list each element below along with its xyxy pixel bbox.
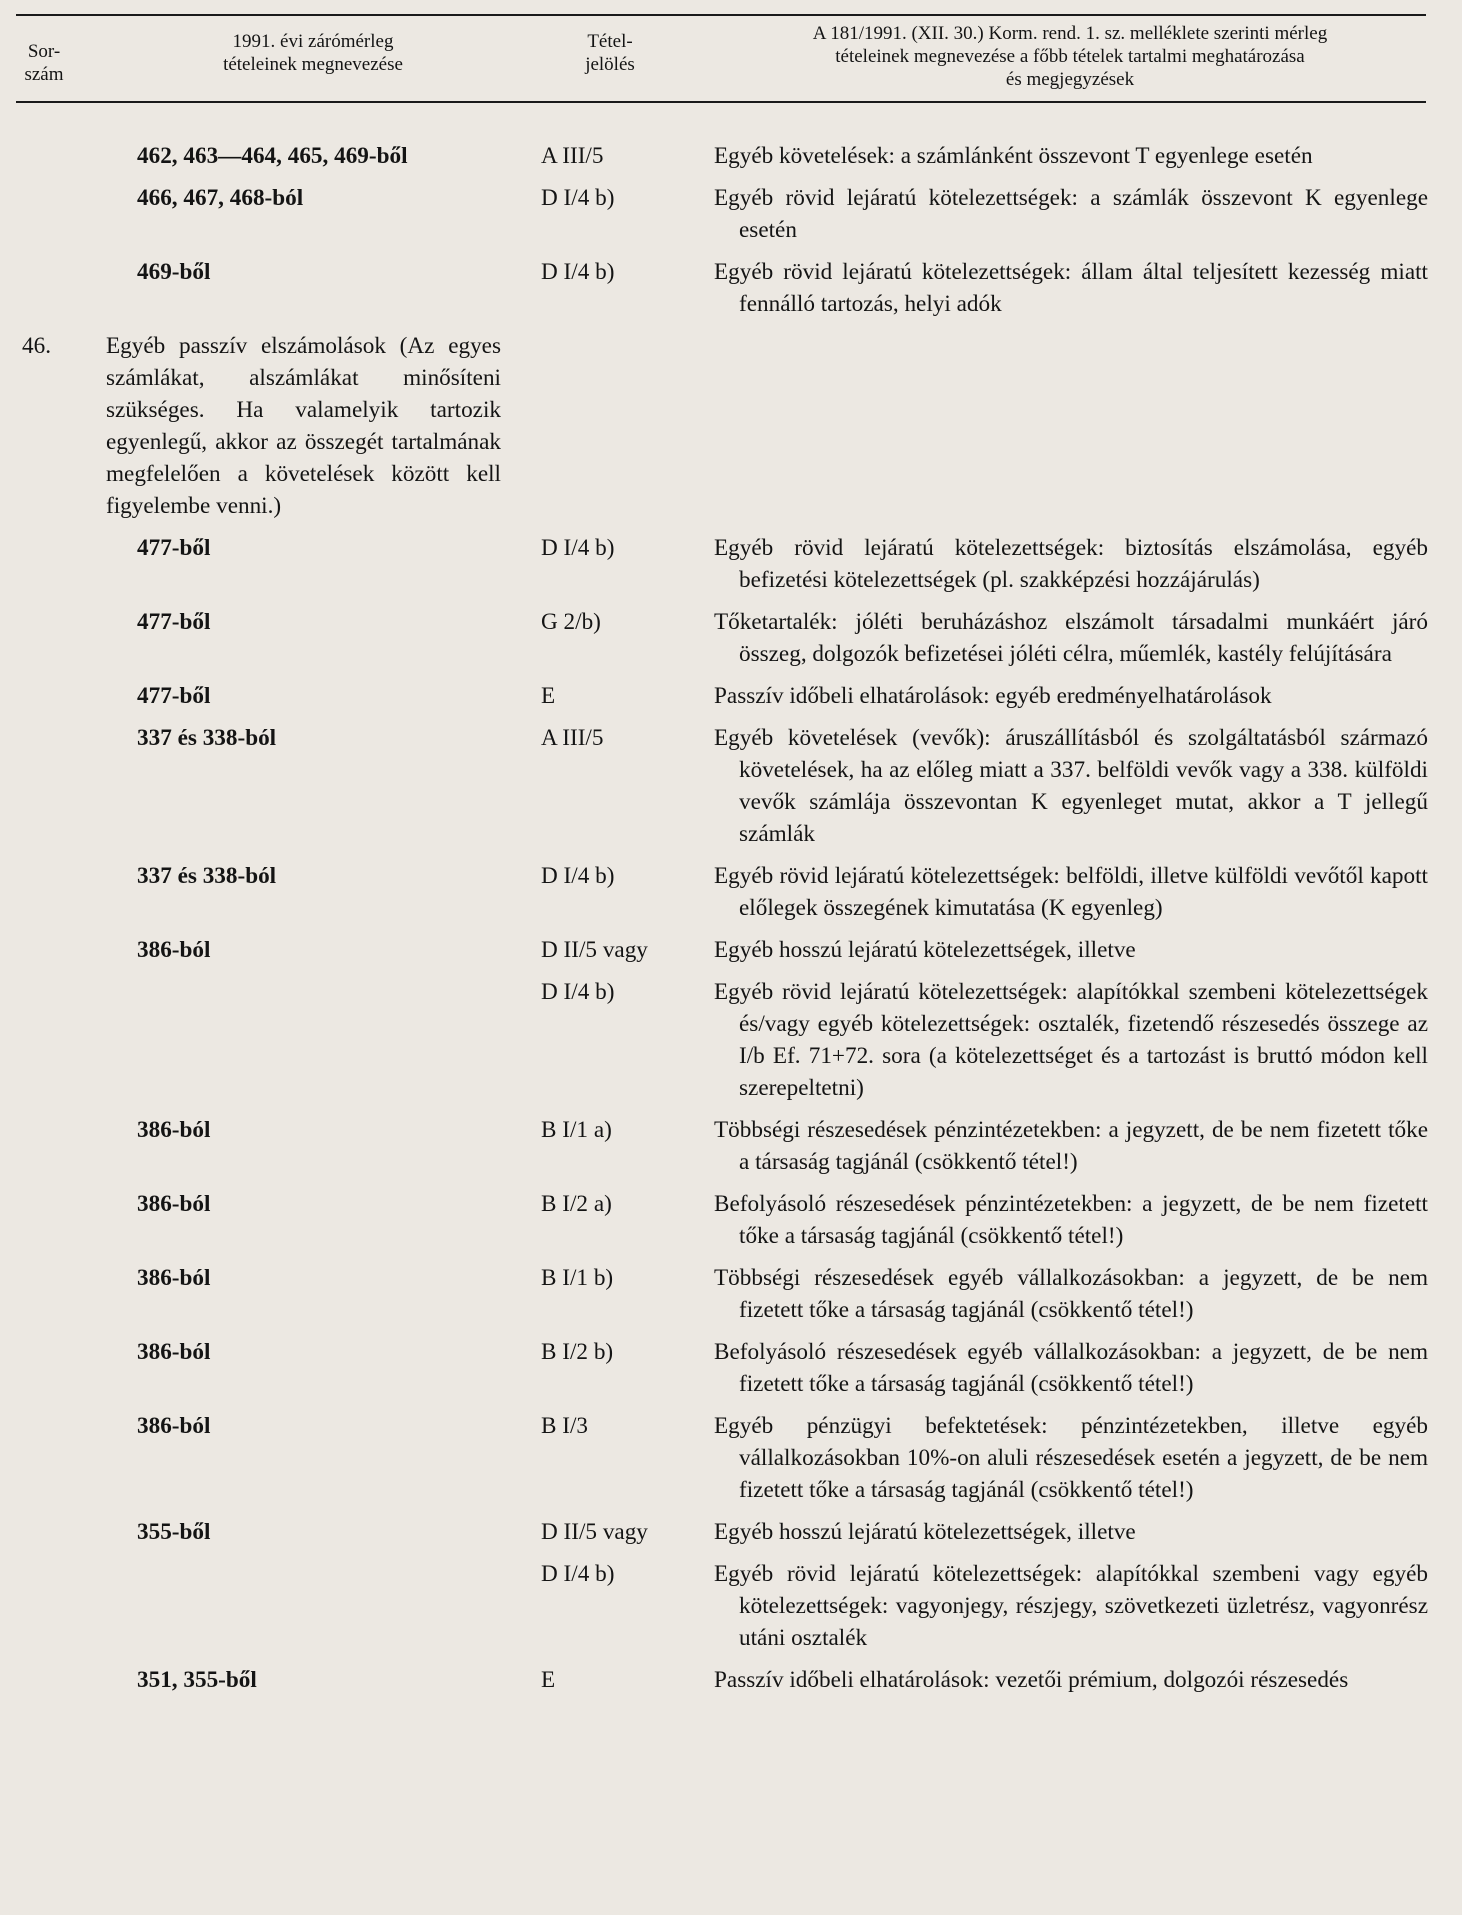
table-row [0,934,1462,966]
table-row [0,1262,1462,1326]
row-code: G 2/b) [541,609,601,635]
table-row [0,140,1462,172]
row-code: D I/4 b) [541,1561,615,1587]
row-reference: 477-ből [137,535,211,561]
table-row [0,976,1462,1104]
row-code: B I/1 b) [541,1265,614,1291]
row-description: Egyéb rövid lejáratú kötelezettségek: állam által teljesített kezesség miatt fennálló tartozás, helyi adók [714,259,1428,317]
row-code: A III/5 [541,725,604,751]
row-code: E [541,683,556,709]
row-description: Egyéb rövid lejáratú kötelezettségek: alapítókkal szembeni kötelezettségek és/vagy egyéb kötelezettségek: osztalék, fizetendő részesedés összege az I/b Ef. 71+72. sora (a kötelezettséget és a tartozást is bruttó módon kell szerepeltetni) [714,979,1428,1101]
row-reference: 386-ból [137,1265,211,1291]
table-row [0,256,1462,320]
row-description: Passzív időbeli elhatárolások: egyéb eredményelhatárolások [714,683,1272,709]
table-row [0,182,1462,246]
row-reference: 462, 463—464, 465, 469-ből [137,143,408,169]
table-row [0,860,1462,924]
row-code: D I/4 b) [541,863,615,889]
row-description: Egyéb rövid lejáratú kötelezettségek: biztosítás elszámolása, egyéb befizetési kötelezettségek (pl. szakképzési hozzájárulás) [714,535,1428,593]
row-description: Egyéb követelések (vevők): áruszállításból és szolgáltatásból származó követelések, ha az előleg miatt a 337. belföldi vevők vagy a 338. külföldi vevők számlája összevontan K egyenleget mutat, akkor a T jellegű számlák [714,725,1428,847]
row-code: D I/4 b) [541,185,615,211]
table-row [0,606,1462,670]
row-description: Tőketartalék: jóléti beruházáshoz elszámolt társadalmi munkáért járó összeg, dolgozók befizetései jóléti célra, műemlék, kastély felújítására [714,609,1428,667]
row-description: Egyéb követelések: a számlánként összevont T egyenlege esetén [714,143,1313,169]
row-description: Egyéb pénzügyi befektetések: pénzintézetekben, illetve egyéb vállalkozásokban 10%-on aluli részesedések esetén a jegyzett, de be nem fizetett tőke a társaság tagjánál (csökkentő tétel!) [714,1413,1428,1503]
row-description: Befolyásoló részesedések pénzintézetekben: a jegyzett, de be nem fizetett tőke a társaság tagjánál (csökkentő tétel!) [714,1191,1428,1249]
header-col-sorszam: Sor- szám [24,41,64,85]
section-title: Egyéb passzív elszámolások (Az egyes számlákat, alszámlákat minősíteni szükséges. Ha valamelyik tartozik egyenlegű, akkor az összegét tartalmának megfelelően a követelések között kell figyelembe venni.) [106,333,501,519]
table-row [0,1410,1462,1506]
table-row [0,330,1462,522]
row-reference: 337 és 338-ból [137,863,277,889]
table-row [0,1336,1462,1400]
row-code: A III/5 [541,143,604,169]
table-row [0,722,1462,850]
table-row [0,1558,1462,1654]
row-reference: 386-ból [137,1117,211,1143]
row-reference: 386-ból [137,937,211,963]
row-description: Egyéb rövid lejáratú kötelezettségek: a számlák összevont K egyenlege esetén [714,185,1428,243]
row-description: Befolyásoló részesedések egyéb vállalkozásokban: a jegyzett, de be nem fizetett tőke a társaság tagjánál (csökkentő tétel!) [714,1339,1428,1397]
table-row [0,1114,1462,1178]
row-reference: 386-ból [137,1191,211,1217]
row-reference: 477-ből [137,683,211,709]
table-row [0,532,1462,596]
row-reference: 477-ből [137,609,211,635]
row-code: B I/1 a) [541,1117,612,1143]
header-col-teteljeloles: Tétel- jelölés [585,31,635,75]
table-row [0,1516,1462,1548]
row-code: E [541,1667,556,1693]
row-description: Egyéb rövid lejáratú kötelezettségek: belföldi, illetve külföldi vevőtől kapott előlegek összegének kimutatása (K egyenleg) [714,863,1428,921]
row-description: Többségi részesedések pénzintézetekben: a jegyzett, de be nem fizetett tőke a társaság tagjánál (csökkentő tétel!) [714,1117,1428,1175]
row-description: Egyéb hosszú lejáratú kötelezettségek, illetve [714,937,1136,963]
top-rule [16,14,1426,16]
row-reference: 469-ből [137,259,211,285]
row-description: Egyéb hosszú lejáratú kötelezettségek, illetve [714,1519,1136,1545]
row-code: D II/5 vagy [541,937,648,963]
row-reference: 386-ból [137,1339,211,1365]
row-description: Többségi részesedések egyéb vállalkozásokban: a jegyzett, de be nem fizetett tőke a társaság tagjánál (csökkentő tétel!) [714,1265,1428,1323]
row-reference: 337 és 338-ból [137,725,277,751]
row-reference: 351, 355-ből [137,1667,257,1693]
row-code: B I/3 [541,1413,589,1439]
header-col-zaromerleg: 1991. évi zárómérleg tételeinek megnevezése [223,31,403,75]
header-rule [16,101,1426,103]
row-code: B I/2 a) [541,1191,612,1217]
row-code: D I/4 b) [541,979,615,1005]
row-code: D I/4 b) [541,535,615,561]
table-row [0,680,1462,712]
row-code: D I/4 b) [541,259,615,285]
header-col-megnevezes: A 181/1991. (XII. 30.) Korm. rend. 1. sz. melléklete szerinti mérleg tételeinek megnevezése a főbb tételek tartalmi meghatározása és megjegyzések [812,23,1328,90]
row-reference: 355-ből [137,1519,211,1545]
table-body [0,140,1462,1706]
row-code: D II/5 vagy [541,1519,648,1545]
row-reference: 386-ból [137,1413,211,1439]
row-description: Egyéb rövid lejáratú kötelezettségek: alapítókkal szembeni vagy egyéb kötelezettségek: vagyonjegy, részjegy, szövetkezeti üzletrész, vagyonrész utáni osztalék [714,1561,1428,1651]
row-reference: 466, 467, 468-ból [137,185,304,211]
row-code: B I/2 b) [541,1339,614,1365]
table-row [0,1664,1462,1696]
table-row [0,1188,1462,1252]
row-number: 46. [22,333,51,359]
row-description: Passzív időbeli elhatárolások: vezetői prémium, dolgozói részesedés [714,1667,1349,1693]
